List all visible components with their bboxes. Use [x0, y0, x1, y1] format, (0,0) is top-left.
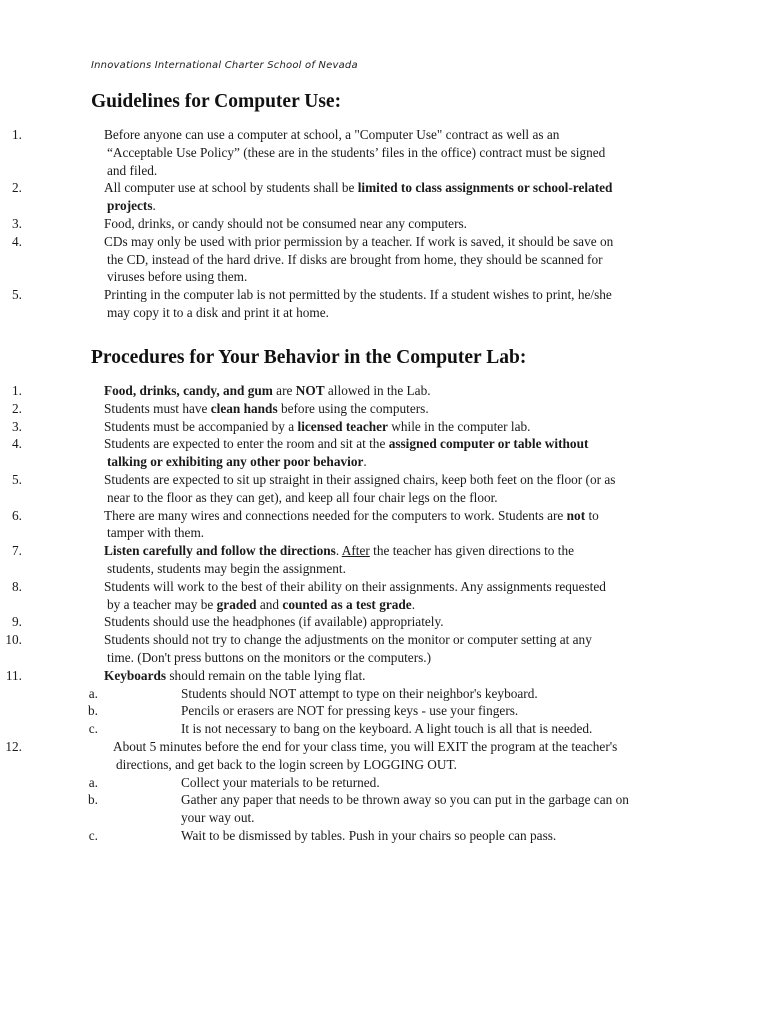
procedure-text: directions, and get back to the login screen by LOGGING OUT. — [116, 756, 457, 772]
procedure-item-3 — [0, 418, 700, 436]
list-number: 1. — [12, 127, 22, 142]
procedure-bold-text: assigned computer or table without — [388, 436, 589, 452]
procedure-text: before using the computers. — [277, 400, 429, 416]
guideline-text: and filed. — [107, 162, 158, 178]
procedure-text: tamper with them. — [107, 525, 205, 541]
school-name-header: Innovations International Charter School of Nevada — [91, 60, 358, 71]
guideline-text: the CD, instead of the hard drive. If disks are brought from home, they should be scanned for — [107, 251, 603, 267]
list-number: 4. — [12, 233, 22, 249]
procedure-sub-text: Wait to be dismissed by tables. Push in your chairs so people can pass. — [181, 827, 557, 843]
guideline-text: CDs may only be used with prior permission by a teacher. If work is saved, it should be save on — [104, 233, 614, 249]
procedure-sub-text: your way out. — [181, 810, 255, 826]
sub-list-letter: a. — [88, 774, 98, 790]
list-number: 4. — [12, 436, 22, 452]
procedure-bold-text: counted as a test grade — [282, 596, 412, 612]
procedure-sub-text: Students should NOT attempt to type on their neighbor's keyboard. — [181, 685, 538, 701]
guidelines-list — [0, 126, 700, 322]
procedure-text: near to the floor as they can get), and keep all four chair legs on the floor. — [107, 489, 498, 505]
list-number: 2. — [12, 180, 22, 196]
procedure-text: the teacher has given directions to the — [369, 543, 575, 559]
sub-list-letter: c. — [88, 721, 98, 737]
procedure-text: . — [335, 543, 342, 559]
guideline-bold-text: limited to class assignments or school-related — [357, 180, 613, 196]
procedure-item-10 — [0, 631, 700, 667]
procedure-item-1 — [0, 382, 700, 400]
guideline-bold-text: projects — [107, 198, 153, 214]
procedure-12-sub-a — [0, 774, 700, 792]
guideline-item-5 — [0, 286, 700, 322]
list-number: 2. — [12, 400, 22, 416]
guideline-text: Printing in the computer lab is not permitted by the students. If a student wishes to print, he/she — [104, 287, 612, 303]
procedure-bold-text: talking or exhibiting any other poor behavior — [107, 454, 364, 470]
procedure-item-9 — [0, 613, 700, 631]
procedure-bold-text: graded — [216, 596, 257, 612]
guideline-item-4 — [0, 233, 700, 286]
procedure-item-5 — [0, 471, 700, 507]
list-number: 1. — [12, 383, 22, 398]
list-number: 9. — [12, 614, 22, 630]
procedure-text: . — [411, 596, 416, 612]
procedure-text: while in the computer lab. — [387, 418, 531, 434]
list-number: 8. — [12, 578, 22, 594]
procedure-text: Students are expected to sit up straight in their assigned chairs, keep both feet on the floor (or as — [104, 471, 616, 487]
procedure-item-4 — [0, 435, 700, 471]
guideline-text: Before anyone can use a computer at school, a "Computer Use" contract as well as an — [104, 127, 560, 142]
procedure-bold-text: Listen carefully and follow the directions — [104, 543, 336, 559]
sub-list-letter: b. — [88, 792, 98, 808]
list-number: 3. — [12, 215, 22, 231]
procedure-text: by a teacher may be — [107, 596, 217, 612]
procedure-text: About 5 minutes before the end for your class time, you will EXIT the program at the teacher's — [113, 738, 618, 754]
list-number: 11. — [5, 667, 22, 683]
procedure-sub-text: It is not necessary to bang on the keyboard. A light touch is all that is needed. — [181, 721, 593, 737]
procedure-text: time. (Don't press buttons on the monitors or the computers.) — [107, 649, 432, 665]
guideline-item-1 — [0, 126, 700, 179]
procedure-text: should remain on the table lying flat. — [166, 667, 366, 683]
guideline-text: viruses before using them. — [107, 269, 248, 285]
procedure-sub-text: Collect your materials to be returned. — [181, 774, 380, 790]
procedures-list — [0, 382, 700, 845]
procedure-text: Students will work to the best of their ability on their assignments. Any assignments requested — [104, 578, 606, 594]
sub-list-letter: a. — [88, 685, 98, 701]
procedure-text: allowed in the Lab. — [324, 383, 431, 398]
guideline-item-3 — [0, 215, 700, 233]
procedure-text: are — [272, 383, 296, 398]
procedure-text: Students are expected to enter the room and sit at the — [104, 436, 389, 452]
procedure-bold-text: not — [566, 507, 586, 523]
procedure-sub-text: Pencils or erasers are NOT for pressing keys - use your fingers. — [181, 703, 519, 719]
list-number: 3. — [12, 418, 22, 434]
guideline-text: All computer use at school by students shall be — [104, 180, 358, 196]
list-number: 6. — [12, 507, 22, 523]
procedure-text: Students must have — [104, 400, 211, 416]
sub-list-letter: b. — [88, 703, 98, 719]
list-number: 7. — [12, 543, 22, 559]
procedure-12-sub-b — [0, 791, 700, 827]
procedure-item-12 — [0, 738, 700, 774]
procedure-text: to — [585, 507, 599, 523]
procedure-sub-text: Gather any paper that needs to be thrown away so you can put in the garbage can on — [181, 792, 629, 808]
guidelines-heading: Guidelines for Computer Use: — [91, 91, 342, 112]
guideline-text: may copy it to a disk and print it at home. — [107, 304, 329, 320]
procedure-bold-text: clean hands — [210, 400, 278, 416]
procedure-underlined-text: After — [341, 543, 370, 559]
guideline-text: “Acceptable Use Policy” (these are in the students’ files in the office) contract must be signed — [107, 144, 606, 160]
guideline-item-2 — [0, 179, 700, 215]
procedure-12-sub-c — [0, 827, 700, 845]
procedure-item-6 — [0, 507, 700, 543]
procedure-text: students, students may begin the assignment. — [107, 560, 346, 576]
list-number: 5. — [12, 471, 22, 487]
procedure-bold-text: Keyboards — [104, 667, 167, 683]
guideline-text: . — [152, 198, 156, 214]
list-number: 12. — [5, 738, 22, 754]
procedure-text: Students must be accompanied by a — [104, 418, 298, 434]
list-number: 10. — [5, 632, 22, 648]
procedure-bold-text: licensed teacher — [297, 418, 388, 434]
procedure-text: Students should not try to change the adjustments on the monitor or computer setting at any — [104, 632, 592, 648]
procedure-item-8 — [0, 578, 700, 614]
procedure-bold-text: Food, drinks, candy, and gum — [104, 383, 273, 398]
procedure-11-sub-a — [0, 685, 700, 703]
procedure-item-7 — [0, 542, 700, 578]
procedure-11-sub-c — [0, 720, 700, 738]
procedure-text: and — [256, 596, 283, 612]
procedure-text: There are many wires and connections needed for the computers to work. Students are — [104, 507, 567, 523]
procedures-heading: Procedures for Your Behavior in the Computer Lab: — [91, 347, 527, 368]
list-number: 5. — [12, 287, 22, 303]
procedure-bold-text: NOT — [295, 383, 325, 398]
procedure-item-11 — [0, 667, 700, 685]
guideline-text: Food, drinks, or candy should not be consumed near any computers. — [104, 215, 468, 231]
procedure-text: . — [363, 454, 367, 470]
procedure-11-sub-b — [0, 702, 700, 720]
procedure-text: Students should use the headphones (if available) appropriately. — [104, 614, 444, 630]
sub-list-letter: c. — [88, 827, 98, 843]
procedure-item-2 — [0, 400, 700, 418]
